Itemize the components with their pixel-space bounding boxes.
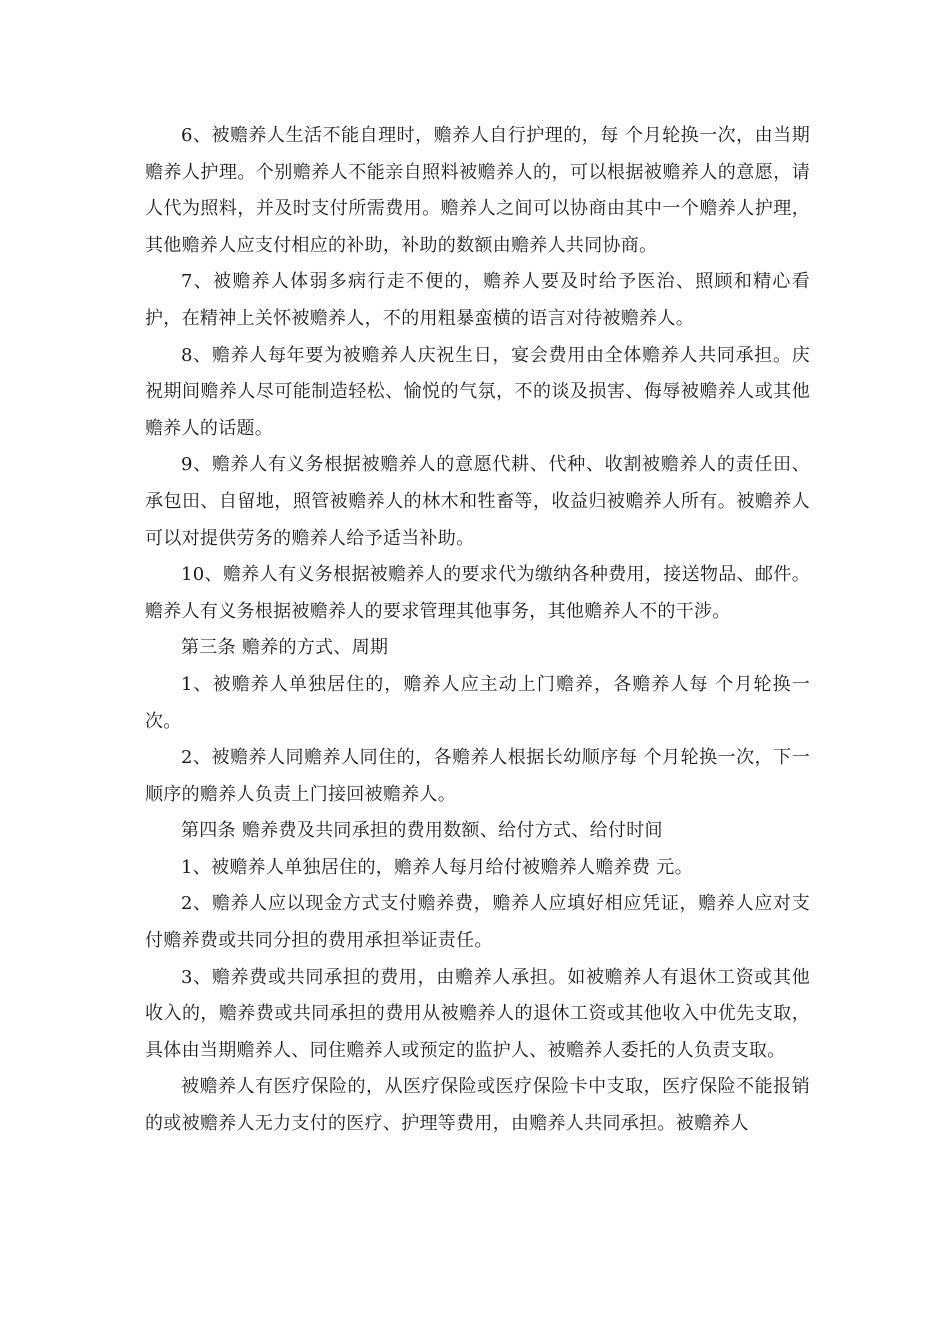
document-page [145,118,810,1143]
article-4-heading: 第四条 赡养费及共同承担的费用数额、给付方式、给付时间 [181,820,663,842]
article-3-item-1: 1、被赡养人单独居住的，赡养人应主动上门赡养，各赡养人每 个月轮换一次。 [145,673,810,732]
article-3-item-2: 2、被赡养人同赡养人同住的，各赡养人根据长幼顺序每 个月轮换一次，下一顺序的赡养人负责上门接回被赡养人。 [145,747,810,805]
article-4-item-2: 2、赡养人应以现金方式支付赡养费，赡养人应填好相应凭证，赡养人应对支付赡养费或共同分担的费用承担举证责任。 [145,893,810,952]
article-3-heading: 第三条 赡养的方式、周期 [181,637,389,659]
clause-6-paragraph: 6、被赡养人生活不能自理时，赡养人自行护理的，每 个月轮换一次，由当期赡养人护理。个别赡养人不能亲自照料被赡养人的，可以根据被赡养人的意愿，请人代为照料，并及时支付所需费用。赡养人之间可以协商由其中一个赡养人护理，其他赡养人应支付相应的补助，补助的数额由赡养人共同协商。 [145,125,810,256]
clause-8-paragraph: 8、赡养人每年要为被赡养人庆祝生日，宴会费用由全体赡养人共同承担。庆祝期间赡养人尽可能制造轻松、愉悦的气氛，不的谈及损害、侮辱被赡养人或其他赡养人的话题。 [145,344,810,439]
article-4-item-3: 3、赡养费或共同承担的费用，由赡养人承担。如被赡养人有退休工资或其他收入的，赡养费或共同承担的费用从被赡养人的退休工资或其他收入中优先支取，具体由当期赡养人、同住赡养人或预定的监护人、被赡养人委托的人负责支取。 [145,966,810,1061]
article-4-item-1: 1、被赡养人单独居住的，赡养人每月给付被赡养人赡养费 元。 [181,856,693,878]
medical-insurance-paragraph: 被赡养人有医疗保险的，从医疗保险或医疗保险卡中支取，医疗保险不能报销的或被赡养人无力支付的医疗、护理等费用，由赡养人共同承担。被赡养人 [145,1076,810,1135]
clause-10-paragraph: 10、赡养人有义务根据被赡养人的要求代为缴纳各种费用，接送物品、邮件。赡养人有义务根据被赡养人的要求管理其他事务，其他赡养人不的干涉。 [145,564,810,622]
clause-7-paragraph: 7、被赡养人体弱多病行走不便的，赡养人要及时给予医治、照顾和精心看护，在精神上关怀被赡养人，不的用粗暴蛮横的语言对待被赡养人。 [145,271,810,329]
clause-9-paragraph: 9、赡养人有义务根据被赡养人的意愿代耕、代种、收割被赡养人的责任田、承包田、自留地，照管被赡养人的林木和牲畜等，收益归被赡养人所有。被赡养人可以对提供劳务的赡养人给予适当补助。 [145,454,810,549]
